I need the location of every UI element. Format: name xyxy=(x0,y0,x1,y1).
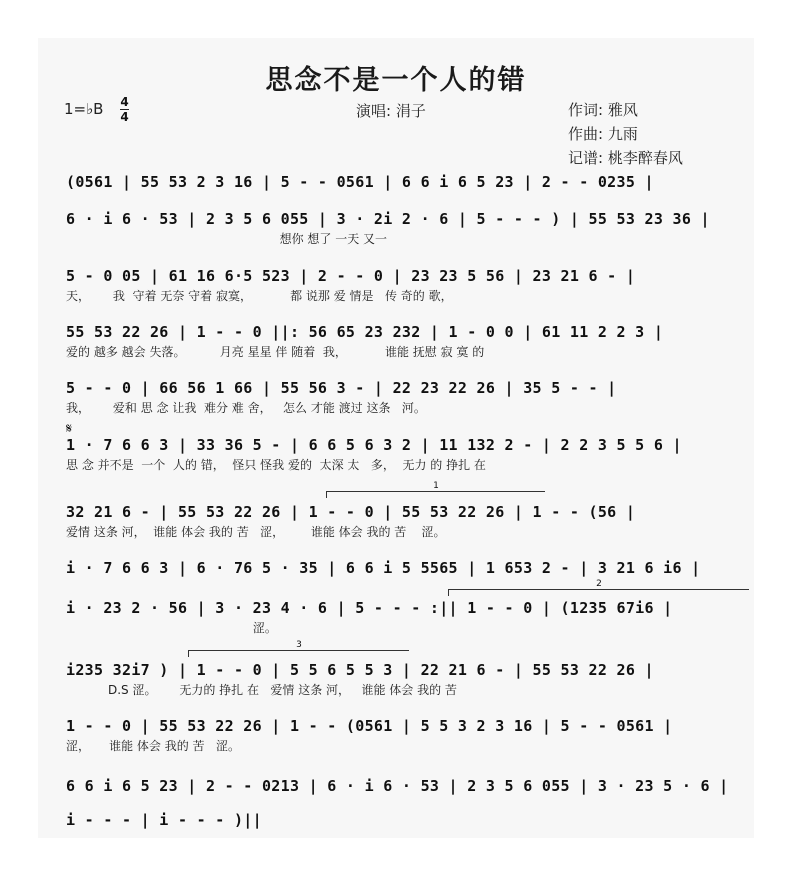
lyric-line: D.S 涩。 无力的 挣扎 在 爱情 这条 河， 谁能 体会 我的 苦 xyxy=(66,683,457,697)
composer-credit: 作曲: 九雨 xyxy=(568,125,638,143)
notation-line: i · 7 6 6 3 | 6 · 76 5 · 35 | 6 6 i 5 5565 | 1 653 2 - | 3 21 6 i6 | xyxy=(66,559,701,577)
notation-line: (0561 | 55 53 2 3 16 | 5 - - 0561 | 6 6 i 6 5 23 | 2 - - 0235 | xyxy=(66,173,654,191)
score-row xyxy=(66,598,746,636)
transcriber-credit: 记谱: 桃李醉春风 xyxy=(568,149,683,167)
score-row xyxy=(66,172,746,194)
volta-bracket: 3 xyxy=(188,650,409,657)
score-row xyxy=(66,502,746,540)
score-row xyxy=(66,660,746,698)
score-row xyxy=(66,716,746,754)
lyric-line: 涩。 xyxy=(66,621,277,635)
lyric-line: 涩， 谁能 体会 我的 苦 涩。 xyxy=(66,739,240,753)
notation-line: 5 - - 0 | 66 56 1 66 | 55 56 3 - | 22 23 22 26 | 35 5 - - | xyxy=(66,379,617,397)
notation-line: 55 53 22 26 | 1 - - 0 ||: 56 65 23 232 | 1 - 0 0 | 61 11 2 2 3 | xyxy=(66,323,664,341)
score-row xyxy=(66,810,746,832)
song-title: 思念不是一个人的错 xyxy=(265,65,527,96)
notation-line: 6 · i 6 · 53 | 2 3 5 6 055 | 3 · 2i 2 · 6 | 5 - - - ) | 55 53 23 36 | xyxy=(66,210,710,228)
notation-line: i · 23 2 · 56 | 3 · 23 4 · 6 | 5 - - - :|| 1 - - 0 | (1235 67i6 | xyxy=(66,599,673,617)
score-row xyxy=(66,776,746,798)
lyric-line: 爱情 这条 河， 谁能 体会 我的 苦 涩， 谁能 体会 我的 苦 涩。 xyxy=(66,525,446,539)
notation-line: 32 21 6 - | 55 53 22 26 | 1 - - 0 | 55 53 22 26 | 1 - - (56 | xyxy=(66,503,636,521)
score-row xyxy=(66,322,746,360)
lyric-line: 天， 我 守着 无奈 守着 寂寞， 都 说那 爱 情是 传 奇的 歌， xyxy=(66,289,453,303)
notation-line: i - - - | i - - - )|| xyxy=(66,811,262,829)
score-row xyxy=(66,435,746,473)
time-signature-bottom: 4 xyxy=(120,110,129,124)
notation-line: 6 6 i 6 5 23 | 2 - - 0213 | 6 · i 6 · 53 | 2 3 5 6 055 | 3 · 23 5 · 6 | xyxy=(66,777,729,795)
notation-line: i235 32i7 ) | 1 - - 0 | 5 5 6 5 5 3 | 22 21 6 - | 55 53 22 26 | xyxy=(66,661,654,679)
notation-line: 5 - 0 05 | 61 16 6·5 523 | 2 - - 0 | 23 23 5 56 | 23 21 6 - | xyxy=(66,267,636,285)
credits-block xyxy=(568,98,683,170)
volta-bracket: 1 xyxy=(326,491,545,498)
score-row xyxy=(66,209,746,247)
segno-sign: 𝄋 xyxy=(66,421,73,437)
time-signature-top: 4 xyxy=(120,95,129,109)
key-signature: 1=♭B xyxy=(64,100,104,118)
singer-credit: 演唱: 涓子 xyxy=(356,102,426,120)
lyric-line: 想你 想了 一天 又一 xyxy=(66,232,388,246)
lyricist-credit: 作词: 雅风 xyxy=(568,101,638,119)
lyric-line: 爱的 越多 越会 失落。 月亮 星星 伴 随着 我， 谁能 抚慰 寂 寞 的 xyxy=(66,345,485,359)
score-row xyxy=(66,266,746,304)
lyric-line: 我， 爱和 思 念 让我 难分 难 舍， 怎么 才能 渡过 这条 河。 xyxy=(66,401,426,415)
time-signature xyxy=(120,96,129,123)
notation-line: 1 · 7 6 6 3 | 33 36 5 - | 6 6 5 6 3 2 | 11 132 2 - | 2 2 3 5 5 6 | xyxy=(66,436,682,454)
notation-line: 1 - - 0 | 55 53 22 26 | 1 - - (0561 | 5 5 3 2 3 16 | 5 - - 0561 | xyxy=(66,717,673,735)
lyric-line: 思 念 并不是 一个 人的 错， 怪只 怪我 爱的 太深 太 多， 无力 的 挣扎 在 xyxy=(66,458,486,472)
score-row xyxy=(66,378,746,416)
volta-bracket: 2 xyxy=(448,589,749,596)
score-sheet xyxy=(38,38,754,838)
score-row xyxy=(66,558,746,580)
